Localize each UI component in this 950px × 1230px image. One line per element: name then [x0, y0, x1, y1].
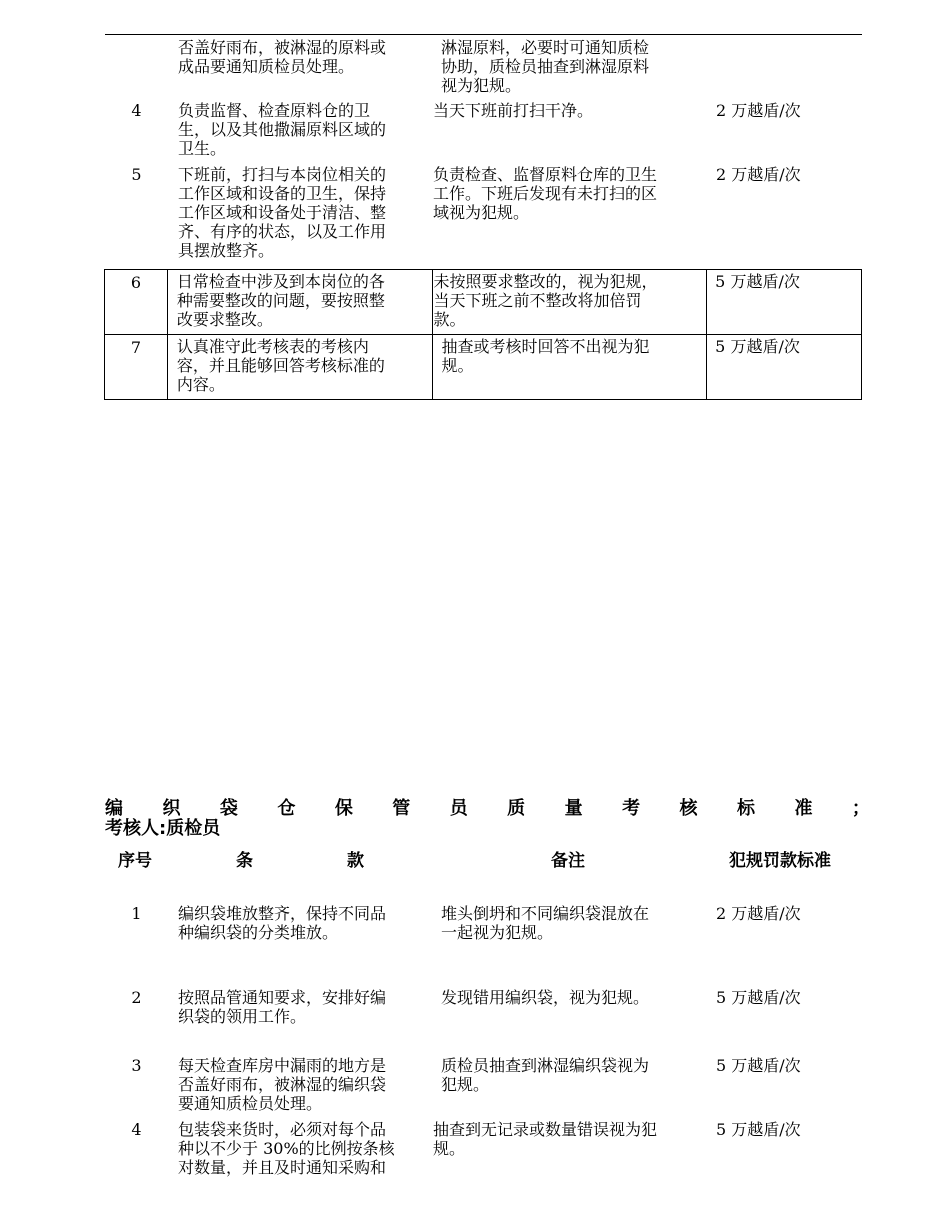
table-row — [105, 270, 862, 335]
clause-text: 日常检查中涉及到本岗位的各 种需要整改的问题，要按照整 改要求整改。 — [167, 270, 432, 335]
note-text: 抽查到无记录或数量错误视为犯 规。 — [433, 1120, 658, 1158]
title-char: ； — [851, 798, 870, 819]
section2-subtitle: 考核人:质检员 — [105, 818, 221, 839]
title-char: 质 — [507, 798, 526, 819]
title-char: 编 — [105, 798, 123, 819]
title-char: 管 — [392, 798, 411, 819]
title-char: 员 — [449, 798, 468, 819]
header-clause-1: 条 — [236, 851, 253, 871]
title-char: 袋 — [219, 798, 238, 819]
header-clause-2: 款 — [347, 851, 364, 871]
section1-boxed-table — [104, 269, 862, 400]
penalty-text: 2 万越盾/次 — [716, 904, 801, 923]
clause-text: 按照品管通知要求，安排好编 织袋的领用工作。 — [178, 988, 387, 1026]
title-char: 织 — [162, 798, 181, 819]
row-number: 7 — [105, 335, 168, 400]
penalty-text: 5 万越盾/次 — [716, 1120, 801, 1139]
note-text: 当天下班前打扫干净。 — [433, 101, 594, 120]
clause-text: 每天检查库房中漏雨的地方是 否盖好雨布，被淋湿的编织袋 要通知质检员处理。 — [178, 1056, 387, 1113]
header-no: 序号 — [118, 851, 152, 871]
title-char: 保 — [334, 798, 353, 819]
note-text: 淋湿原料，必要时可通知质检 协助，质检员抽查到淋湿原料 视为犯规。 — [441, 38, 650, 95]
title-char: 核 — [679, 798, 698, 819]
clause-text: 负责监督、检查原料仓的卫 生，以及其他撒漏原料区域的 卫生。 — [178, 101, 387, 158]
title-line — [105, 799, 870, 819]
row-number: 2 — [131, 988, 142, 1007]
note-text: 堆头倒坍和不同编织袋混放在 一起视为犯规。 — [441, 904, 650, 942]
header-note: 备注 — [551, 851, 585, 871]
row-number: 6 — [105, 270, 168, 335]
table-row — [105, 335, 862, 400]
title-char: 考 — [622, 798, 641, 819]
section2-title — [105, 799, 870, 839]
note-text: 未按照要求整改的，视为犯规， 当天下班之前不整改将加倍罚 款。 — [432, 270, 707, 335]
penalty-text: 5 万越盾/次 — [707, 270, 862, 335]
penalty-text: 5 万越盾/次 — [707, 335, 862, 400]
note-text: 质检员抽查到淋湿编织袋视为 犯规。 — [441, 1056, 650, 1094]
row-number: 1 — [131, 904, 142, 923]
note-text: 抽查或考核时回答不出视为犯 规。 — [432, 335, 707, 400]
row-number: 4 — [131, 1120, 142, 1139]
penalty-text: 5 万越盾/次 — [716, 988, 801, 1007]
title-char: 仓 — [277, 798, 296, 819]
row-number: 5 — [131, 165, 142, 184]
row-number: 4 — [131, 101, 142, 120]
header-penalty: 犯规罚款标准 — [729, 851, 831, 871]
clause-text: 编织袋堆放整齐，保持不同品 种编织袋的分类堆放。 — [178, 904, 387, 942]
penalty-text: 2 万越盾/次 — [716, 165, 801, 184]
penalty-text: 5 万越盾/次 — [716, 1056, 801, 1075]
clause-text: 下班前，打扫与本岗位相关的 工作区域和设备的卫生，保持 工作区域和设备处于清洁、整 齐、有序的状态，以及工作用 具摆放整齐。 — [178, 165, 387, 260]
top-rule — [105, 34, 862, 35]
penalty-text: 2 万越盾/次 — [716, 101, 801, 120]
title-char: 准 — [794, 798, 813, 819]
note-text: 负责检查、监督原料仓库的卫生 工作。下班后发现有未打扫的区 域视为犯规。 — [433, 165, 658, 222]
note-text: 发现错用编织袋，视为犯规。 — [441, 988, 650, 1007]
row-number: 3 — [131, 1056, 142, 1075]
clause-text: 认真准守此考核表的考核内 容，并且能够回答考核标准的 内容。 — [167, 335, 432, 400]
title-char: 量 — [564, 798, 583, 819]
clause-text: 包装袋来货时，必须对每个品 种以不少于 30%的比例按条核 对数量，并且及时通知采购和 — [178, 1120, 395, 1177]
title-char: 标 — [736, 798, 755, 819]
clause-text: 否盖好雨布，被淋湿的原料或 成品要通知质检员处理。 — [178, 38, 387, 76]
